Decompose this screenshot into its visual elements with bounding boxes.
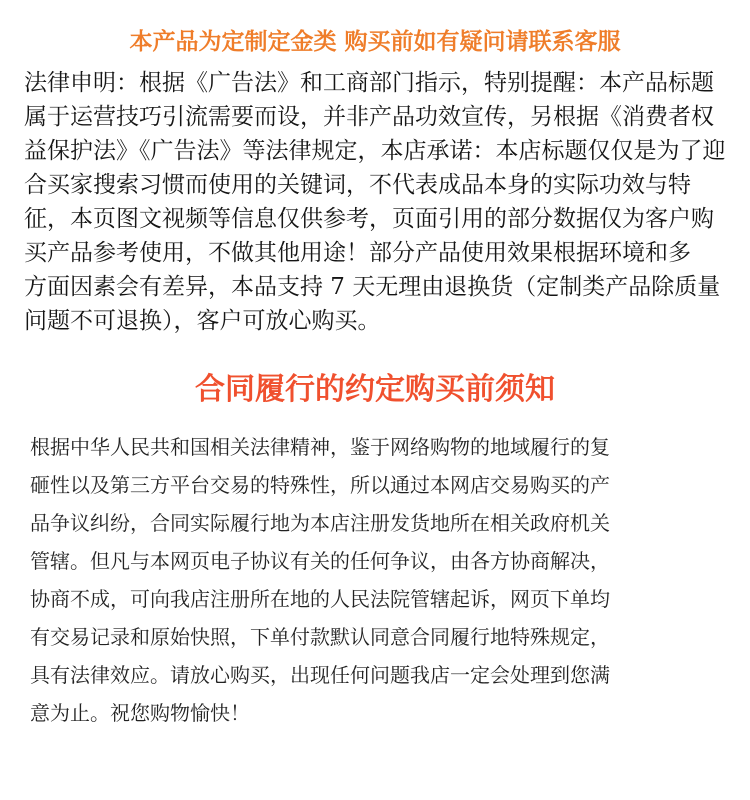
legal-statement-line: 法律申明：根据《广告法》和工商部门指示，特别提醒：本产品标题 (24, 70, 714, 96)
contract-terms-line: 管辖。但凡与本网页电子协议有关的任何争议，由各方协商解决， (30, 549, 610, 573)
contract-terms-line: 协商不成，可向我店注册所在地的人民法院管辖起诉，网页下单均 (30, 587, 610, 611)
contract-terms-line: 根据中华人民共和国相关法律精神，鉴于网络购物的地域履行的复 (30, 435, 610, 459)
legal-statement-line: 益保护法》《广告法》等法律规定，本店承诺：本店标题仅仅是为了迎 (24, 138, 726, 164)
legal-statement (24, 66, 730, 338)
contract-terms-line: 具有法律效应。请放心购买，出现任何问题我店一定会处理到您满 (30, 663, 610, 687)
legal-statement-line: 属于运营技巧引流需要而设，并非产品功效宣传，另根据《消费者权 (24, 104, 714, 130)
legal-statement-line: 问题不可退换），客户可放心购买。 (24, 308, 381, 334)
legal-statement-line: 方面因素会有差异，本品支持 7 天无理由退换货（定制类产品除质量 (24, 274, 721, 300)
contract-terms-line: 意为止。祝您购物愉快！ (30, 701, 250, 725)
customization-notice-heading: 本产品为定制定金类 购买前如有疑问请联系客服 (129, 29, 621, 55)
legal-statement-line: 征，本页图文视频等信息仅供参考，页面引用的部分数据仅为客户购 (24, 206, 714, 232)
contract-terms-heading: 合同履行的约定购买前须知 (195, 372, 555, 407)
legal-statement-line: 合买家搜索习惯而使用的关键词，不代表成品本身的实际功效与特 (24, 172, 691, 198)
contract-terms-line: 有交易记录和原始快照，下单付款默认同意合同履行地特殊规定， (30, 625, 610, 649)
contract-terms-line: 砸性以及第三方平台交易的特殊性，所以通过本网店交易购买的产 (30, 473, 610, 497)
contract-terms (30, 428, 725, 732)
contract-terms-line: 品争议纠纷，合同实际履行地为本店注册发货地所在相关政府机关 (30, 511, 610, 535)
legal-statement-line: 买产品参考使用，不做其他用途！部分产品使用效果根据环境和多 (24, 240, 691, 266)
